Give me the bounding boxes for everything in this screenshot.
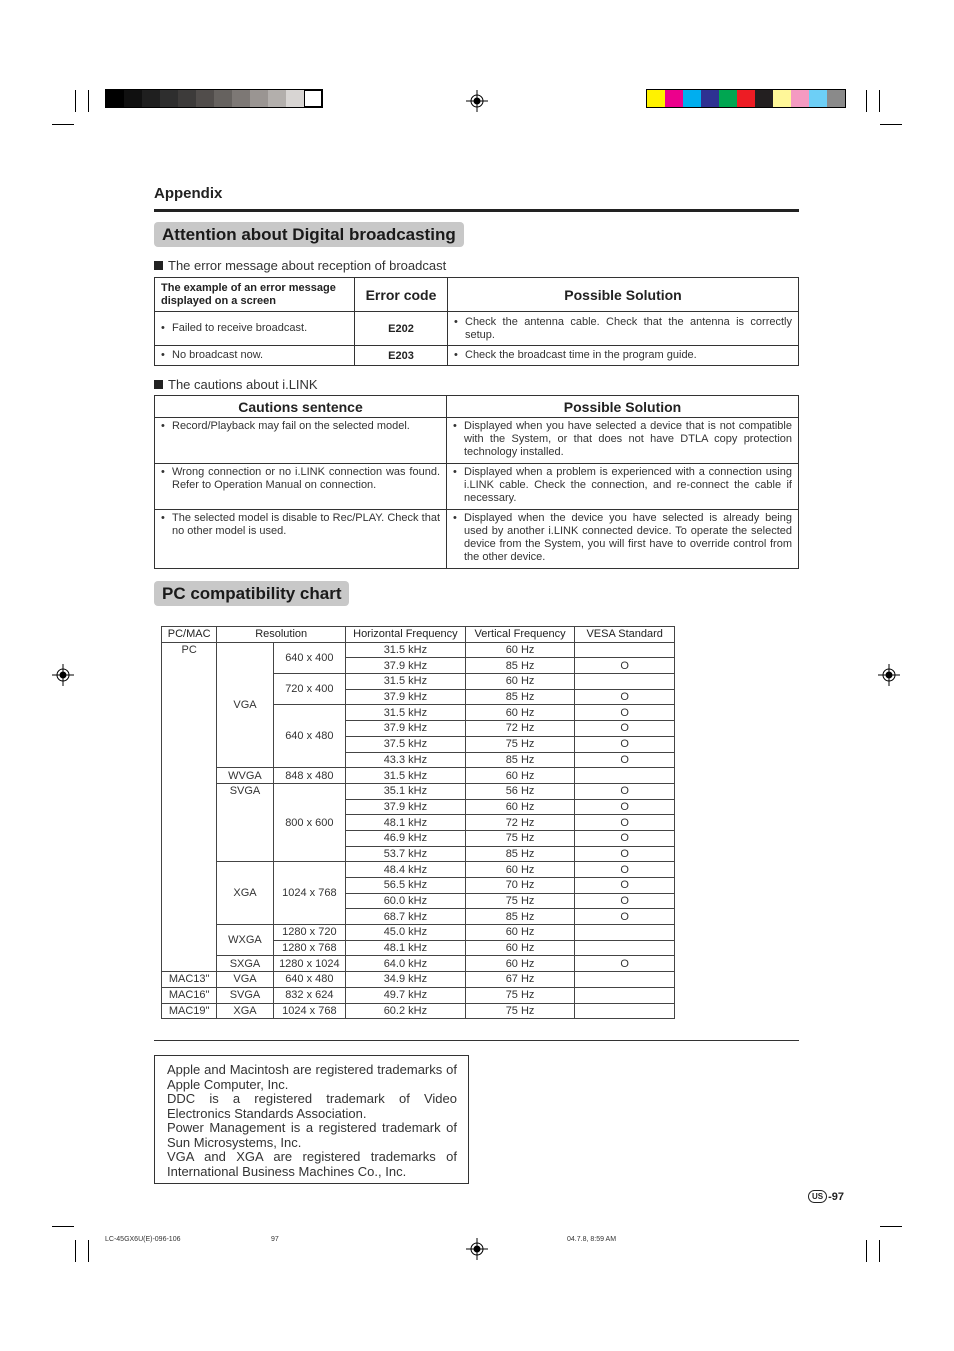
table-row: MAC16" SVGA 832 x 624 49.7 kHz 75 Hz <box>162 987 675 1003</box>
column-header-error-code: Error code <box>355 278 448 312</box>
table-row: MAC13" VGA 640 x 480 34.9 kHz 67 Hz <box>162 972 675 988</box>
table-row: 37.9 kHz 60 Hz O <box>162 799 675 815</box>
color-swatch <box>232 90 250 107</box>
color-swatch <box>196 90 214 107</box>
group-sxga: SXGA <box>217 956 273 972</box>
table-row: 48.1 kHz 72 Hz O <box>162 815 675 831</box>
table-row: XGA 1024 x 768 48.4 kHz 60 Hz O <box>162 862 675 878</box>
trademark-line: Power Management is a registered trademark of Sun Microsystems, Inc. <box>167 1120 457 1150</box>
footer-date: 04.7.8, 8:59 AM <box>567 1236 617 1243</box>
table-row: 37.9 kHz 85 Hz O <box>162 658 675 674</box>
group-svga: SVGA <box>217 783 273 861</box>
resolution-cell: 800 x 600 <box>273 783 345 861</box>
color-swatch <box>755 90 773 107</box>
group-svga: SVGA <box>217 987 273 1003</box>
table-row: 640 x 480 31.5 kHz 60 Hz O <box>162 705 675 721</box>
error-code: E202 <box>355 312 448 346</box>
table-row: WXGA 1280 x 720 45.0 kHz 60 Hz <box>162 925 675 941</box>
color-swatch <box>791 90 809 107</box>
resolution-cell: 720 x 400 <box>273 674 345 705</box>
error-code: E203 <box>355 346 448 366</box>
column-header-resolution: Resolution <box>217 627 346 643</box>
column-header-solution: Possible Solution <box>447 396 799 418</box>
color-swatch <box>106 90 124 107</box>
column-header-example: The example of an error message displayed on a screen <box>155 278 355 312</box>
color-swatch <box>719 90 737 107</box>
section-label: Appendix <box>154 185 223 202</box>
trademark-line: DDC is a registered trademark of Video Electronics Standards Association. <box>167 1091 457 1121</box>
group-mac16: MAC16" <box>162 987 217 1003</box>
digital-section-title: Attention about Digital broadcasting <box>154 222 464 247</box>
color-swatch <box>647 90 665 107</box>
group-pc: PC <box>162 642 217 971</box>
resolution-cell: 640 x 400 <box>273 642 345 673</box>
resolution-cell: 1024 x 768 <box>273 1003 345 1019</box>
color-swatch <box>268 90 286 107</box>
color-swatch <box>827 90 845 107</box>
error-table-caption: The error message about reception of broadcast <box>154 258 446 273</box>
color-swatch <box>142 90 160 107</box>
color-swatch <box>773 90 791 107</box>
table-row: 53.7 kHz 85 Hz O <box>162 846 675 862</box>
ilink-table-caption: The cautions about i.LINK <box>154 377 318 392</box>
table-row: 37.9 kHz 72 Hz O <box>162 721 675 737</box>
footer-file: LC-45GX6U(E)-096-106 <box>105 1236 181 1243</box>
table-row: • No broadcast now. E203 • Check the broadcast time in the program guide. <box>155 346 799 366</box>
column-header-vesa-standard: VESA Standard <box>575 627 675 643</box>
group-vga: VGA <box>217 972 273 988</box>
table-row: PC VGA 640 x 400 31.5 kHz 60 Hz <box>162 642 675 658</box>
column-header-vertical-frequency: Vertical Frequency <box>465 627 575 643</box>
square-bullet-icon <box>154 380 163 389</box>
pc-section-title: PC compatibility chart <box>154 581 349 606</box>
table-row: • Wrong connection or no i.LINK connection was found. Refer to Operation Manual on connection. • Displayed when a problem is experienced with a connection using i.LINK cable. Check the connection, and re-connect the cable if necessary. <box>155 464 799 510</box>
column-header-solution: Possible Solution <box>448 278 799 312</box>
color-swatch <box>665 90 683 107</box>
page-number: US -97 <box>808 1190 844 1203</box>
color-swatch <box>683 90 701 107</box>
column-header-pc-mac: PC/MAC <box>162 627 217 643</box>
table-row: 60.0 kHz 75 Hz O <box>162 893 675 909</box>
table-row: 37.5 kHz 75 Hz O <box>162 736 675 752</box>
trademark-notice <box>154 1055 469 1184</box>
registration-mark-icon <box>52 664 74 686</box>
trademark-line: Apple and Macintosh are registered trademarks of Apple Computer, Inc. <box>167 1062 457 1092</box>
table-row: 56.5 kHz 70 Hz O <box>162 878 675 894</box>
group-mac19: MAC19" <box>162 1003 217 1019</box>
trademark-line: VGA and XGA are registered trademarks of International Business Machines Co., Inc. <box>167 1149 457 1179</box>
resolution-cell: 1280 x 720 <box>273 925 345 941</box>
table-row: 37.9 kHz 85 Hz O <box>162 689 675 705</box>
color-swatch <box>250 90 268 107</box>
table-row: SVGA 800 x 600 35.1 kHz 56 Hz O <box>162 783 675 799</box>
footer-page: 97 <box>271 1236 279 1243</box>
color-swatch <box>701 90 719 107</box>
process-color-bar <box>646 89 846 108</box>
registration-mark-icon <box>878 664 900 686</box>
ilink-cautions-table <box>154 395 799 569</box>
resolution-cell: 640 x 480 <box>273 972 345 988</box>
group-wvga: WVGA <box>217 768 273 784</box>
table-row: MAC19" XGA 1024 x 768 60.2 kHz 75 Hz <box>162 1003 675 1019</box>
group-wxga: WXGA <box>217 925 273 956</box>
column-header-caution: Cautions sentence <box>155 396 447 418</box>
resolution-cell: 848 x 480 <box>273 768 345 784</box>
table-row: WVGA 848 x 480 31.5 kHz 60 Hz <box>162 768 675 784</box>
gray-color-bar <box>105 89 323 108</box>
group-xga: XGA <box>217 1003 273 1019</box>
color-swatch <box>286 90 304 107</box>
table-row: • The selected model is disable to Rec/PLAY. Check that no other model is used. • Displayed when the device you have selected is already being used by another i.LINK connected device. To operate the selected device from the System, you will first have to override control from the other device. <box>155 510 799 569</box>
table-row: 1280 x 768 48.1 kHz 60 Hz <box>162 940 675 956</box>
column-header-horizontal-frequency: Horizontal Frequency <box>346 627 466 643</box>
error-message-table <box>154 277 799 366</box>
registration-mark-icon <box>466 1238 488 1260</box>
table-row: • Failed to receive broadcast. E202 • Check the antenna cable. Check that the antenna is correctly setup. <box>155 312 799 346</box>
color-swatch <box>304 90 322 107</box>
pc-compatibility-table <box>161 626 675 1019</box>
header-rule <box>154 209 799 212</box>
table-row: • Record/Playback may fail on the selected model. • Displayed when you have selected a device that is not compatible with the System, or that does not have DTLA copy protection technology installed. <box>155 418 799 464</box>
resolution-cell: 1280 x 1024 <box>273 956 345 972</box>
color-swatch <box>737 90 755 107</box>
color-swatch <box>124 90 142 107</box>
registration-mark-icon <box>466 90 488 112</box>
table-row: 43.3 kHz 85 Hz O <box>162 752 675 768</box>
group-mac13: MAC13" <box>162 972 217 988</box>
table-row: SXGA 1280 x 1024 64.0 kHz 60 Hz O <box>162 956 675 972</box>
group-xga: XGA <box>217 862 273 925</box>
table-row: 46.9 kHz 75 Hz O <box>162 830 675 846</box>
color-swatch <box>160 90 178 107</box>
resolution-cell: 832 x 624 <box>273 987 345 1003</box>
resolution-cell: 1280 x 768 <box>273 940 345 956</box>
square-bullet-icon <box>154 261 163 270</box>
resolution-cell: 640 x 480 <box>273 705 345 768</box>
group-vga: VGA <box>217 642 273 768</box>
color-swatch <box>214 90 232 107</box>
table-row: 720 x 400 31.5 kHz 60 Hz <box>162 674 675 690</box>
color-swatch <box>178 90 196 107</box>
resolution-cell: 1024 x 768 <box>273 862 345 925</box>
table-row: 68.7 kHz 85 Hz O <box>162 909 675 925</box>
region-badge: US <box>808 1190 827 1203</box>
section-divider <box>154 1040 799 1041</box>
color-swatch <box>809 90 827 107</box>
